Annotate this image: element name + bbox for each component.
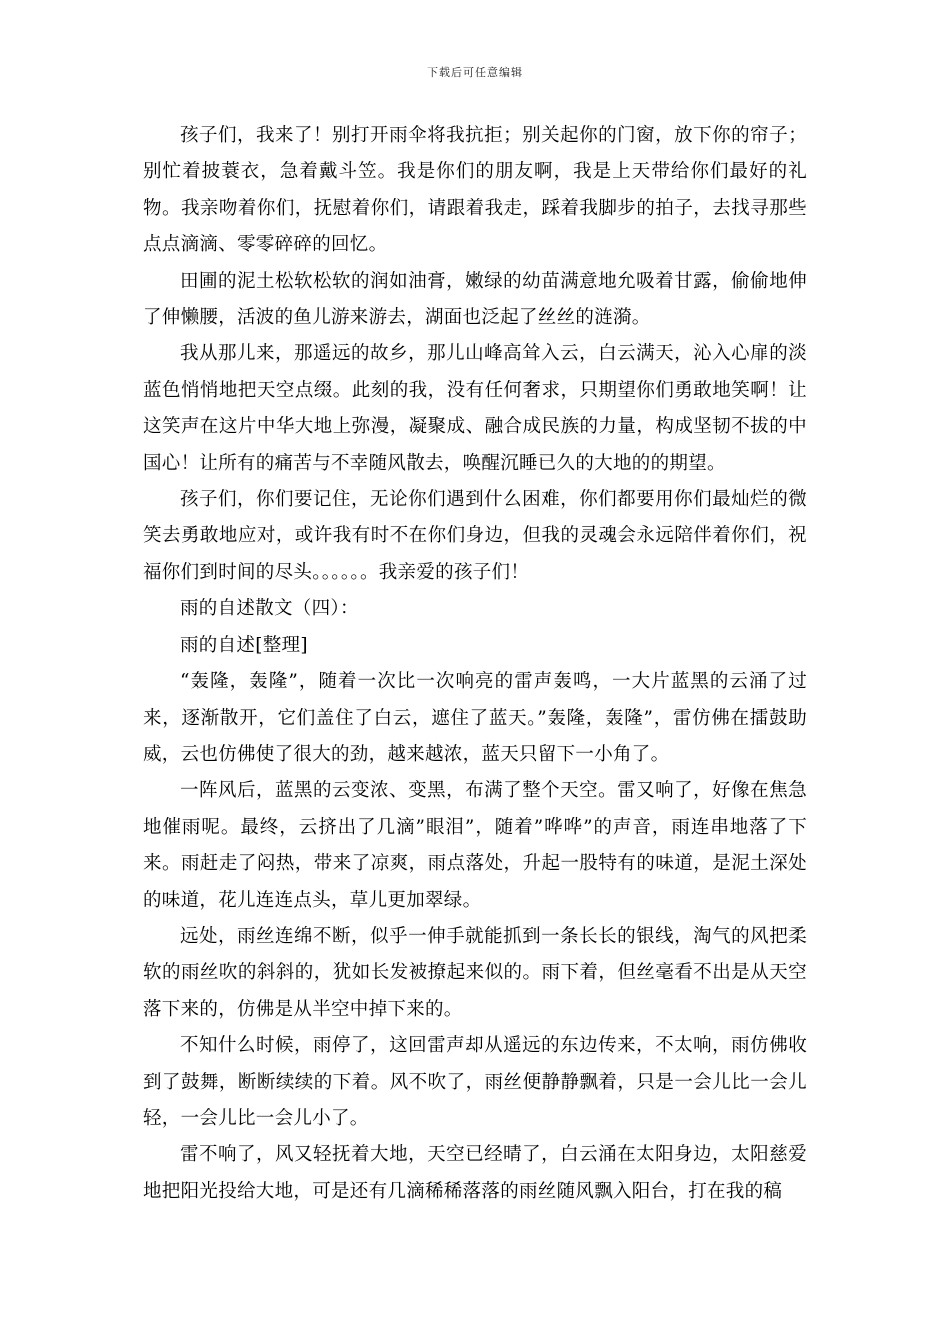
paragraph: 我从那儿来，那遥远的故乡，那儿山峰高耸入云，白云满天，沁入心扉的淡蓝色悄悄地把天空点缀。此刻的我，没有任何奢求，只期望你们勇敢地笑啊！让这笑声在这片中华大地上弥漫，凝聚成、融合成民族的力量，构成坚韧不拔的中国心！让所有的痛苦与不幸随风散去，唤醒沉睡已久的大地的的期望。 (143, 343, 807, 474)
paragraph: 一阵风后，蓝黑的云变浓、变黑，布满了整个天空。雷又响了，好像在焦急地催雨呢。最终，云挤出了几滴”眼泪”，随着”哗哗”的声音，雨连串地落了下来。雨赶走了闷热，带来了凉爽，雨点落处，升起一股特有的味道，是泥土深处的味道，花儿连连点头，草儿更加翠绿。 (143, 780, 807, 911)
paragraph: 雷不响了，风又轻抚着大地，天空已经晴了，白云涌在太阳身边，太阳慈爱地把阳光投给大地，可是还有几滴稀稀落落的雨丝随风飘入阳台，打在我的稿 (143, 1144, 807, 1202)
paragraph: 孩子们，我来了！别打开雨伞将我抗拒；别关起你的门窗，放下你的帘子；别忙着披蓑衣，急着戴斗笠。我是你们的朋友啊，我是上天带给你们最好的礼物。我亲吻着你们，抚慰着你们，请跟着我走，踩着我脚步的拍子，去找寻那些点点滴滴、零零碎碎的回忆。 (143, 125, 807, 256)
paragraph: 孩子们，你们要记住，无论你们遇到什么困难，你们都要用你们最灿烂的微笑去勇敢地应对，或许我有时不在你们身边，但我的灵魂会永远陪伴着你们，祝福你们到时间的尽头。。。。。。我亲爱的孩子们！ (143, 489, 807, 583)
document-body (143, 118, 807, 1210)
paragraph: “轰隆，轰隆”，随着一次比一次响亮的雷声轰鸣，一大片蓝黑的云涌了过来，逐渐散开，它们盖住了白云，遮住了蓝天。”轰隆，轰隆”，雷仿佛在擂鼓助威，云也仿佛使了很大的劲，越来越浓，蓝天只留下一小角了。 (143, 671, 807, 765)
paragraph: 田圃的泥土松软松软的润如油膏，嫩绿的幼苗满意地允吸着甘露，偷偷地伸了伸懒腰，活波的鱼儿游来游去，湖面也泛起了丝丝的涟漪。 (143, 270, 807, 329)
article-title: 雨的自述[整理] (180, 634, 308, 656)
section-heading: 雨的自述散文（四）： (180, 598, 359, 620)
paragraph: 不知什么时候，雨停了，这回雷声却从遥远的东边传来，不太响，雨仿佛收到了鼓舞，断断续续的下着。风不吹了，雨丝便静静飘着，只是一会儿比一会儿轻，一会儿比一会儿小了。 (143, 1035, 807, 1129)
page-header: 下载后可任意编辑 (427, 66, 523, 79)
paragraph: 远处，雨丝连绵不断，似乎一伸手就能抓到一条长长的银线，淘气的风把柔软的雨丝吹的斜斜的，犹如长发被撩起来似的。雨下着，但丝毫看不出是从天空落下来的，仿佛是从半空中掉下来的。 (143, 925, 807, 1020)
